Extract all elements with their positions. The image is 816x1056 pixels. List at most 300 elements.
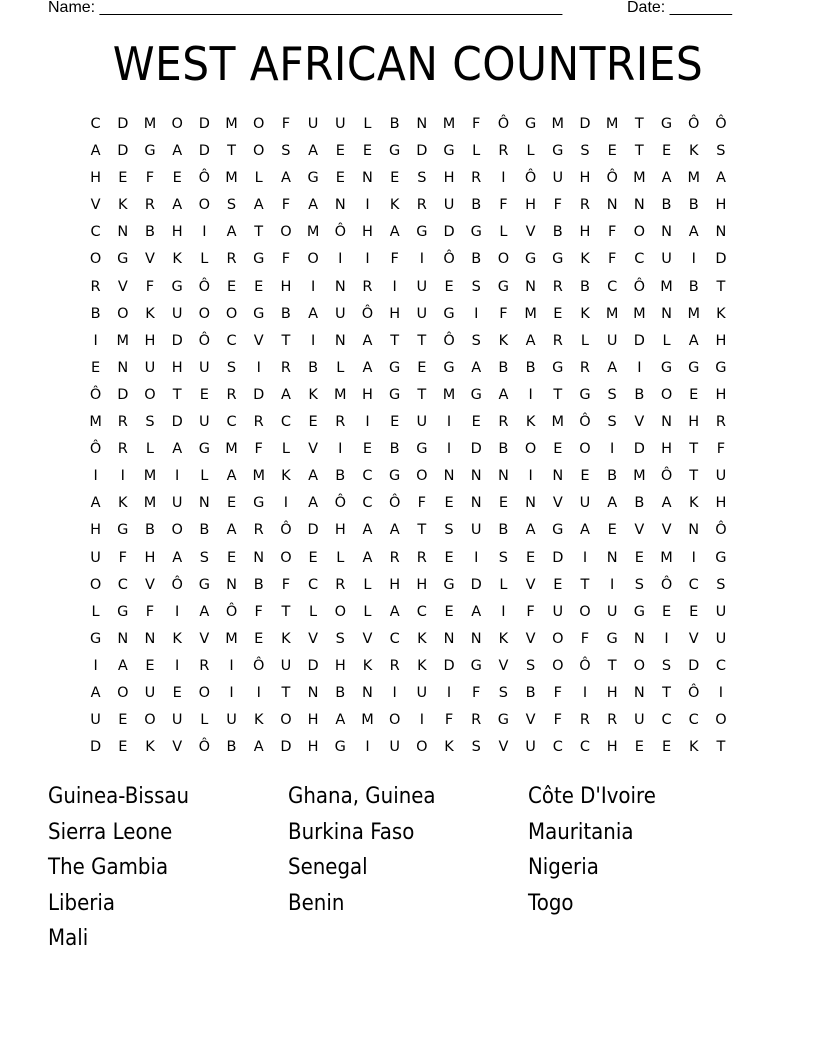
grid-cell: O: [715, 712, 727, 729]
grid-cell: A: [226, 468, 237, 485]
grid-cell: A: [226, 224, 237, 241]
grid-cell: A: [280, 170, 291, 187]
grid-cell: N: [470, 468, 482, 485]
grid-cell: K: [253, 712, 264, 729]
grid-cell: Ô: [633, 278, 646, 295]
grid-cell: E: [661, 739, 672, 756]
grid-cell: L: [336, 549, 345, 566]
grid-cell: Ô: [198, 170, 211, 187]
grid-cell: L: [363, 603, 372, 620]
grid-cell: U: [416, 305, 428, 322]
grid-cell: U: [171, 712, 183, 729]
grid-cell: L: [309, 603, 318, 620]
grid-cell: E: [661, 143, 672, 160]
grid-cell: E: [390, 170, 400, 187]
grid-cell: K: [498, 332, 509, 349]
grid-cell: F: [553, 684, 562, 701]
grid-cell: O: [198, 197, 211, 214]
grid-cell: K: [118, 197, 128, 214]
grid-cell: R: [226, 386, 237, 403]
grid-cell: E: [254, 278, 264, 295]
grid-cell: M: [252, 468, 265, 485]
grid-cell: O: [89, 576, 102, 593]
grid-cell: A: [308, 305, 319, 322]
grid-cell: T: [553, 386, 563, 403]
grid-cell: C: [117, 576, 128, 593]
grid-cell: D: [307, 522, 319, 539]
grid-cell: O: [171, 116, 183, 132]
grid-cell: U: [171, 495, 183, 512]
grid-cell: M: [660, 549, 673, 566]
grid-cell: S: [716, 576, 726, 593]
grid-cell: F: [607, 224, 617, 241]
grid-cell: N: [117, 630, 129, 647]
grid-cell: V: [634, 522, 645, 539]
grid-cell: U: [525, 739, 536, 756]
grid-cell: Ô: [688, 684, 700, 701]
grid-cell: G: [660, 359, 673, 376]
grid-cell: I: [256, 359, 261, 376]
grid-cell: R: [498, 414, 509, 431]
grid-cell: S: [226, 359, 237, 376]
grid-cell: A: [525, 332, 536, 349]
grid-cell: I: [501, 603, 506, 620]
grid-cell: K: [389, 197, 400, 214]
grid-cell: H: [715, 332, 727, 349]
grid-cell: K: [498, 630, 509, 647]
grid-cell: U: [280, 657, 292, 674]
grid-cell: E: [553, 576, 563, 593]
grid-cell: N: [606, 549, 618, 566]
grid-cell: Ô: [334, 224, 346, 241]
grid-cell: N: [497, 468, 509, 485]
word-list-item: Togo: [528, 890, 574, 916]
grid-cell: U: [579, 495, 591, 512]
grid-cell: V: [145, 251, 155, 268]
grid-cell: U: [90, 549, 101, 566]
grid-cell: C: [634, 251, 645, 268]
grid-cell: E: [607, 522, 617, 539]
grid-cell: T: [634, 143, 644, 160]
grid-cell: K: [417, 630, 427, 647]
grid-cell: I: [528, 468, 533, 485]
grid-cell: T: [662, 684, 671, 701]
grid-cell: E: [172, 170, 182, 187]
grid-cell: H: [715, 197, 727, 214]
grid-cell: M: [633, 170, 646, 187]
grid-cell: F: [145, 278, 155, 295]
grid-cell: V: [308, 441, 319, 458]
grid-cell: G: [171, 278, 183, 295]
grid-cell: K: [444, 739, 454, 756]
grid-cell: B: [634, 495, 645, 512]
grid-cell: K: [716, 305, 726, 322]
grid-cell: K: [145, 305, 155, 322]
grid-cell: V: [661, 522, 672, 539]
grid-cell: L: [363, 116, 372, 132]
grid-cell: G: [552, 522, 564, 539]
grid-cell: H: [280, 278, 292, 295]
grid-cell: N: [443, 630, 455, 647]
grid-cell: Ô: [688, 116, 700, 132]
grid-cell: T: [689, 441, 699, 458]
grid-cell: I: [93, 332, 98, 349]
grid-cell: B: [280, 305, 291, 322]
grid-cell: A: [253, 197, 264, 214]
grid-cell: G: [715, 549, 727, 566]
grid-cell: F: [417, 495, 427, 512]
grid-cell: U: [552, 603, 564, 620]
grid-cell: R: [471, 712, 482, 729]
grid-cell: I: [419, 251, 424, 268]
grid-cell: B: [525, 684, 536, 701]
grid-cell: K: [525, 414, 536, 431]
grid-cell: O: [253, 143, 265, 160]
grid-cell: V: [145, 576, 155, 593]
grid-cell: G: [334, 739, 346, 756]
grid-cell: S: [471, 332, 481, 349]
grid-cell: B: [634, 386, 645, 403]
grid-cell: N: [334, 278, 346, 295]
grid-cell: S: [471, 739, 481, 756]
grid-cell: D: [117, 386, 129, 403]
grid-cell: A: [607, 495, 618, 512]
grid-cell: O: [552, 630, 564, 647]
grid-cell: N: [253, 549, 265, 566]
grid-cell: H: [389, 576, 401, 593]
grid-cell: B: [579, 278, 590, 295]
word-list-item: Mauritania: [528, 819, 634, 845]
grid-cell: M: [225, 441, 238, 458]
grid-cell: B: [90, 305, 101, 322]
grid-cell: R: [416, 549, 427, 566]
grid-cell: L: [200, 712, 209, 729]
grid-cell: I: [256, 684, 261, 701]
grid-cell: O: [579, 441, 591, 458]
grid-cell: G: [443, 576, 455, 593]
grid-cell: G: [688, 359, 700, 376]
grid-cell: A: [172, 549, 183, 566]
grid-cell: H: [307, 739, 319, 756]
grid-cell: I: [392, 684, 397, 701]
grid-cell: U: [199, 359, 210, 376]
grid-cell: V: [253, 332, 264, 349]
grid-cell: G: [117, 251, 129, 268]
grid-cell: Ô: [253, 657, 265, 674]
grid-cell: A: [389, 522, 400, 539]
grid-cell: E: [689, 603, 699, 620]
grid-cell: E: [362, 441, 373, 458]
grid-cell: G: [117, 522, 129, 539]
grid-cell: Ô: [606, 170, 618, 187]
grid-cell: K: [281, 468, 291, 485]
grid-cell: H: [606, 684, 618, 701]
grid-cell: A: [308, 143, 319, 160]
grid-cell: N: [470, 495, 482, 512]
grid-cell: F: [716, 441, 726, 458]
grid-cell: I: [528, 386, 533, 403]
grid-cell: F: [254, 603, 263, 620]
grid-cell: L: [662, 332, 671, 349]
grid-cell: F: [499, 305, 508, 322]
grid-cell: V: [117, 278, 128, 295]
grid-cell: D: [198, 143, 210, 160]
grid-cell: T: [580, 576, 590, 593]
grid-cell: A: [389, 224, 400, 241]
grid-cell: V: [498, 657, 509, 674]
grid-cell: I: [501, 170, 506, 187]
grid-cell: E: [661, 603, 672, 620]
grid-cell: I: [338, 441, 343, 458]
grid-cell: G: [198, 441, 210, 458]
grid-cell: I: [474, 549, 479, 566]
grid-cell: Ô: [497, 116, 510, 132]
grid-cell: B: [607, 468, 618, 485]
grid-cell: V: [90, 197, 101, 214]
grid-cell: A: [661, 495, 672, 512]
grid-cell: H: [90, 170, 102, 187]
grid-cell: U: [634, 712, 645, 729]
grid-cell: H: [362, 386, 373, 403]
grid-cell: E: [634, 739, 644, 756]
grid-cell: E: [580, 468, 590, 485]
grid-cell: G: [552, 251, 564, 268]
grid-cell: Ô: [89, 386, 102, 403]
grid-cell: G: [253, 251, 265, 268]
grid-cell: L: [254, 170, 263, 187]
grid-cell: U: [416, 278, 428, 295]
grid-cell: U: [470, 522, 482, 539]
grid-cell: Ô: [280, 522, 292, 539]
grid-cell: E: [199, 386, 209, 403]
grid-cell: T: [227, 143, 236, 160]
grid-cell: R: [362, 278, 373, 295]
word-search-grid: [82, 111, 735, 761]
word-list-item: Mali: [48, 926, 89, 951]
grid-cell: L: [91, 603, 100, 620]
grid-cell: G: [633, 603, 645, 620]
grid-cell: D: [552, 549, 564, 566]
grid-cell: I: [718, 684, 724, 701]
grid-cell: I: [365, 739, 370, 756]
grid-cell: I: [175, 603, 180, 620]
grid-cell: A: [661, 170, 672, 187]
grid-cell: R: [416, 197, 427, 214]
grid-cell: E: [444, 603, 454, 620]
grid-cell: E: [172, 684, 182, 701]
grid-cell: I: [229, 657, 234, 674]
grid-cell: K: [145, 739, 155, 756]
grid-cell: F: [390, 251, 399, 268]
grid-cell: E: [607, 143, 617, 160]
grid-cell: I: [365, 251, 370, 268]
grid-cell: E: [689, 386, 699, 403]
grid-cell: N: [144, 630, 156, 647]
grid-cell: A: [308, 197, 319, 214]
grid-cell: A: [117, 657, 128, 674]
grid-cell: G: [606, 630, 618, 647]
grid-cell: S: [226, 197, 237, 214]
grid-cell: N: [688, 522, 700, 539]
word-list-item: Senegal: [288, 855, 368, 880]
grid-cell: E: [498, 495, 508, 512]
grid-cell: U: [661, 251, 672, 268]
grid-cell: R: [253, 522, 264, 539]
grid-cell: U: [171, 305, 183, 322]
grid-cell: M: [143, 468, 157, 485]
grid-cell: N: [525, 495, 537, 512]
grid-cell: C: [607, 278, 618, 295]
grid-cell: G: [389, 386, 401, 403]
grid-cell: C: [688, 576, 699, 593]
grid-cell: Ô: [579, 414, 591, 431]
grid-cell: U: [144, 359, 156, 376]
grid-cell: V: [552, 495, 563, 512]
grid-cell: A: [199, 603, 210, 620]
grid-cell: D: [307, 657, 319, 674]
grid-cell: E: [444, 495, 454, 512]
grid-cell: U: [443, 197, 455, 214]
grid-cell: I: [338, 251, 343, 268]
grid-cell: N: [362, 170, 373, 187]
grid-cell: I: [610, 576, 615, 593]
grid-cell: C: [280, 414, 291, 431]
grid-cell: I: [175, 657, 180, 674]
grid-cell: D: [633, 332, 645, 349]
grid-cell: R: [579, 359, 590, 376]
grid-cell: C: [688, 712, 699, 729]
grid-cell: Ô: [660, 576, 673, 593]
grid-cell: V: [525, 576, 536, 593]
grid-cell: K: [308, 386, 318, 403]
grid-cell: S: [580, 143, 590, 160]
grid-cell: O: [633, 224, 646, 241]
grid-cell: R: [280, 359, 291, 376]
grid-cell: I: [446, 414, 452, 431]
grid-cell: H: [688, 414, 700, 431]
grid-cell: B: [552, 224, 563, 241]
grid-cell: C: [308, 576, 319, 593]
grid-cell: V: [525, 712, 536, 729]
grid-cell: H: [171, 359, 183, 376]
grid-cell: G: [497, 278, 510, 295]
grid-cell: T: [634, 116, 644, 132]
grid-cell: U: [606, 332, 618, 349]
grid-cell: G: [552, 359, 564, 376]
grid-cell: I: [474, 305, 479, 322]
grid-cell: O: [280, 224, 292, 241]
grid-cell: A: [308, 468, 319, 485]
grid-cell: E: [118, 170, 128, 187]
grid-cell: G: [144, 143, 156, 160]
grid-cell: N: [334, 197, 346, 214]
grid-cell: O: [579, 603, 591, 620]
grid-cell: U: [606, 603, 618, 620]
grid-cell: K: [172, 251, 182, 268]
grid-cell: U: [90, 712, 101, 729]
grid-cell: C: [579, 739, 591, 756]
grid-cell: K: [118, 495, 128, 512]
grid-cell: A: [226, 522, 237, 539]
grid-cell: B: [144, 522, 155, 539]
grid-cell: M: [524, 305, 537, 322]
grid-cell: M: [633, 305, 646, 322]
grid-cell: S: [716, 143, 726, 160]
grid-cell: K: [688, 739, 699, 756]
grid-cell: D: [416, 143, 428, 160]
grid-cell: Ô: [715, 116, 727, 132]
grid-cell: C: [661, 712, 672, 729]
grid-cell: C: [416, 603, 427, 620]
grid-cell: N: [117, 359, 129, 376]
grid-cell: L: [499, 576, 508, 593]
grid-cell: F: [499, 197, 508, 214]
grid-cell: L: [580, 332, 590, 349]
grid-cell: A: [471, 359, 482, 376]
grid-cell: M: [306, 224, 320, 241]
grid-cell: R: [335, 576, 346, 593]
grid-cell: R: [471, 170, 482, 187]
grid-cell: B: [335, 468, 346, 485]
grid-cell: G: [660, 116, 673, 132]
grid-cell: M: [143, 116, 157, 132]
grid-cell: R: [335, 414, 346, 431]
grid-cell: N: [525, 278, 537, 295]
grid-cell: H: [389, 305, 401, 322]
grid-cell: O: [334, 603, 346, 620]
grid-cell: B: [144, 224, 155, 241]
grid-cell: I: [93, 657, 98, 674]
grid-cell: D: [688, 657, 700, 674]
grid-cell: A: [498, 386, 509, 403]
grid-cell: H: [90, 522, 102, 539]
grid-cell: M: [605, 116, 619, 132]
grid-cell: T: [281, 684, 291, 701]
grid-cell: S: [634, 576, 644, 593]
grid-cell: L: [526, 143, 535, 160]
grid-cell: S: [607, 414, 617, 431]
grid-cell: E: [335, 170, 345, 187]
grid-cell: E: [444, 549, 454, 566]
grid-cell: R: [607, 712, 618, 729]
grid-cell: H: [307, 712, 319, 729]
grid-cell: S: [498, 684, 509, 701]
grid-cell: N: [661, 224, 672, 241]
grid-cell: K: [688, 143, 699, 160]
grid-cell: T: [417, 522, 427, 539]
grid-cell: S: [661, 657, 672, 674]
grid-cell: Ô: [660, 468, 673, 485]
grid-cell: N: [606, 197, 618, 214]
grid-cell: N: [661, 305, 672, 322]
grid-cell: S: [444, 522, 454, 539]
grid-cell: T: [607, 657, 617, 674]
grid-cell: O: [416, 739, 428, 756]
grid-cell: C: [715, 657, 726, 674]
grid-cell: L: [200, 251, 209, 268]
grid-cell: D: [117, 143, 129, 160]
grid-cell: I: [392, 278, 397, 295]
grid-cell: I: [691, 549, 696, 566]
grid-cell: C: [90, 116, 101, 132]
grid-cell: C: [362, 495, 373, 512]
grid-cell: L: [200, 468, 209, 485]
grid-cell: D: [470, 441, 482, 458]
grid-cell: R: [144, 197, 155, 214]
grid-cell: B: [389, 441, 400, 458]
grid-cell: E: [553, 441, 563, 458]
grid-cell: M: [116, 332, 130, 349]
